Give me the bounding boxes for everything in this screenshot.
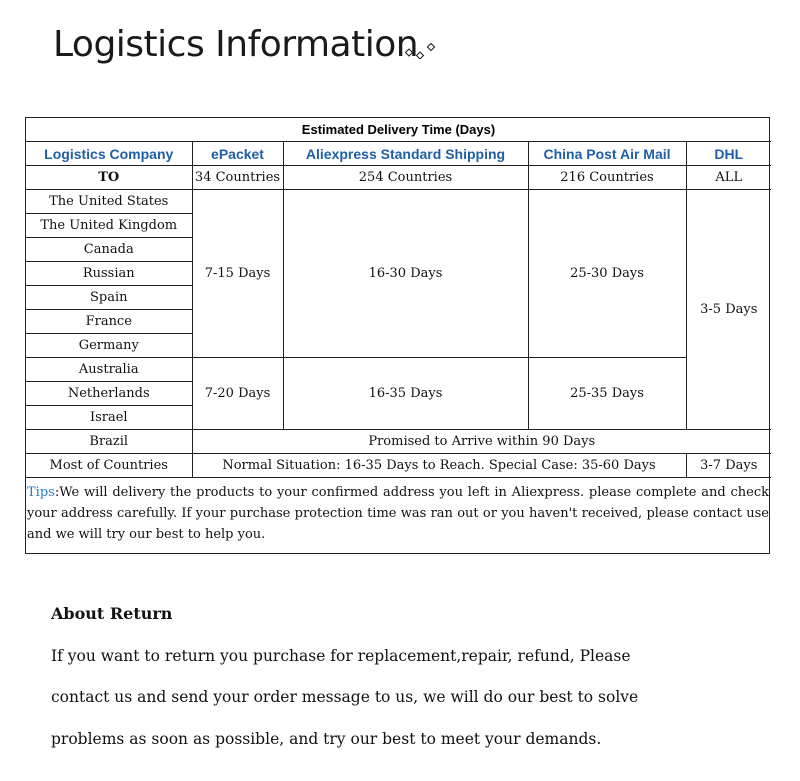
country-cell: France (26, 310, 192, 334)
tips-label: Tips (27, 485, 55, 500)
tips-paragraph (26, 478, 769, 549)
header-epacket: ePacket (192, 142, 283, 166)
chinapost-time-group1: 25-30 Days (528, 190, 686, 358)
header-logistics-company: Logistics Company (26, 142, 192, 166)
epacket-time-group1: 7-15 Days (192, 190, 283, 358)
country-cell: Most of Countries (26, 454, 192, 478)
about-return-line: problems as soon as possible, and try our best to meet your demands. (51, 730, 602, 748)
logistics-info-box (25, 117, 770, 554)
table-caption-row (26, 118, 771, 142)
country-cell: Israel (26, 406, 192, 430)
country-cell: Spain (26, 286, 192, 310)
epacket-time-group2: 7-20 Days (192, 358, 283, 430)
coverage-row (26, 166, 771, 190)
page-title: Logistics Information (53, 24, 419, 65)
logistics-table (26, 118, 771, 478)
country-cell: The United Kingdom (26, 214, 192, 238)
aliexpress-coverage: 254 Countries (283, 166, 528, 190)
most-countries-dhl: 3-7 Days (686, 454, 771, 478)
country-cell: The United States (26, 190, 192, 214)
diamond-ornament-icon (405, 43, 437, 59)
country-cell: Netherlands (26, 382, 192, 406)
country-cell: Canada (26, 238, 192, 262)
dhl-time-main: 3-5 Days (686, 190, 771, 430)
country-cell: Germany (26, 334, 192, 358)
about-return-line: If you want to return you purchase for replacement,repair, refund, Please (51, 647, 631, 665)
country-cell: Brazil (26, 430, 192, 454)
header-dhl: DHL (686, 142, 771, 166)
table-caption: Estimated Delivery Time (Days) (26, 118, 771, 142)
table-row (26, 358, 771, 382)
table-row (26, 190, 771, 214)
dhl-coverage: ALL (686, 166, 771, 190)
header-aliexpress-standard: Aliexpress Standard Shipping (283, 142, 528, 166)
chinapost-coverage: 216 Countries (528, 166, 686, 190)
most-countries-note: Normal Situation: 16-35 Days to Reach. Special Case: 35-60 Days (192, 454, 686, 478)
tips-text: :We will delivery the products to your confirmed address you left in Aliexpress. please complete and check your address carefully. If your purchase protection time was ran out or you haven't received, please contact use and we will try our best to help you. (27, 485, 769, 542)
table-row (26, 430, 771, 454)
aliexpress-time-group1: 16-30 Days (283, 190, 528, 358)
table-header-row (26, 142, 771, 166)
epacket-coverage: 34 Countries (192, 166, 283, 190)
country-cell: Australia (26, 358, 192, 382)
about-return-line: contact us and send your order message to us, we will do our best to solve (51, 688, 639, 706)
chinapost-time-group2: 25-35 Days (528, 358, 686, 430)
about-return-heading: About Return (51, 604, 173, 623)
table-row (26, 454, 771, 478)
country-cell: Russian (26, 262, 192, 286)
brazil-note: Promised to Arrive within 90 Days (192, 430, 771, 454)
header-china-post: China Post Air Mail (528, 142, 686, 166)
aliexpress-time-group2: 16-35 Days (283, 358, 528, 430)
to-label: TO (26, 166, 192, 190)
